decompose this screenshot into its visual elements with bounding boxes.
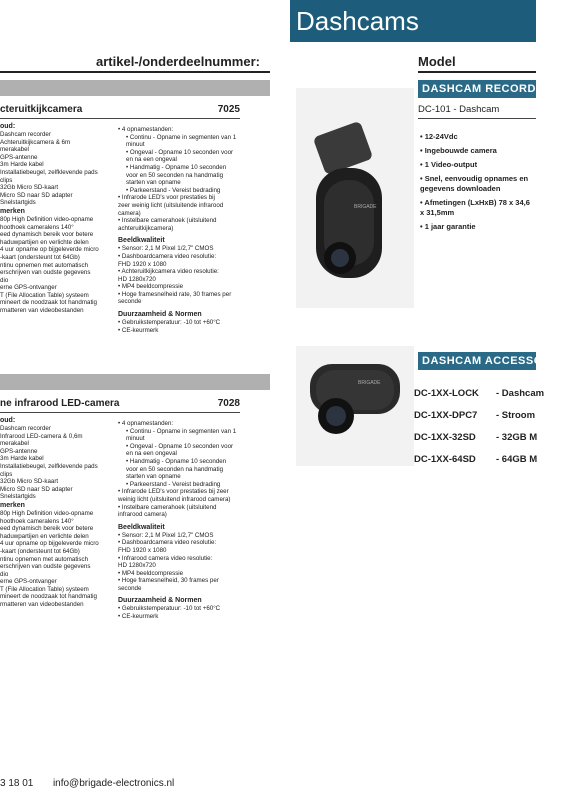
spec-line: T (File Allocation Table) systeem xyxy=(0,291,89,299)
spec-line: weinig licht (uitsluitend infrarood camera) xyxy=(118,495,231,503)
spec-heading: Beeldkwaliteit xyxy=(118,237,165,245)
spec-line: minuut xyxy=(126,435,145,443)
spec-line: 80p High Definition video-opname xyxy=(0,509,94,517)
spec-line: • Sensor: 2,1 M Pixel 1/2,7" CMOS xyxy=(118,245,214,253)
spec-line: merakabel xyxy=(0,440,29,448)
spec-line: erschrijven van oudste gegevens xyxy=(0,563,91,571)
spec-line: • Instelbare camerahoek (uitsluitend xyxy=(118,217,217,225)
spec-line: • Continu - Opname in segmenten van 1 xyxy=(126,427,237,435)
spec-line: 32Gb Micro SD-kaart xyxy=(0,184,59,192)
spec-line: • CE-keurmerk xyxy=(118,326,159,334)
spec-line: rmatteren van videobestanden xyxy=(0,601,84,609)
spec-line: 3m Harde kabel xyxy=(0,455,44,463)
recorder-features-list xyxy=(420,132,536,236)
spec-line: haduwpartijen en verlichte delen xyxy=(0,532,89,540)
spec-line: GPS-antenne xyxy=(0,447,38,455)
spec-line: • Instelbare camerahoek (uitsluitend xyxy=(118,503,217,511)
spec-line: • Gebruikstemperatuur: -10 tot +60°C xyxy=(118,605,221,613)
spec-line: 3m Harde kabel xyxy=(0,161,44,169)
spec-line: • Sensor: 2,1 M Pixel 1/2,7" CMOS xyxy=(118,531,214,539)
footer-contact xyxy=(0,778,174,789)
spec-line: starten van opname xyxy=(126,179,181,187)
spec-line: • 4 opnamestanden: xyxy=(118,420,174,427)
spec-line: FHD 1920 x 1080 xyxy=(118,260,167,268)
spec-line: • MP4 beeldcompressie xyxy=(118,569,184,577)
spec-line: T (File Allocation Table) systeem xyxy=(0,585,89,593)
product-rule xyxy=(0,412,240,413)
spec-line: Achteruitkijkcamera & 6m xyxy=(0,138,71,146)
spec-line: • CE-keurmerk xyxy=(118,613,159,621)
camera-brand-label: BRIGADE xyxy=(358,380,381,386)
product-number: 7028 xyxy=(217,398,240,409)
spec-line: 4 uur opname op bijgeleverde micro xyxy=(0,540,99,548)
spec-line: HD 1280x720 xyxy=(118,562,156,570)
spec-line: minuut xyxy=(126,141,145,149)
accessory-row xyxy=(414,388,545,399)
spec-line: • Dashboardcamera video resolutie: xyxy=(118,252,217,260)
accessory-row xyxy=(414,454,536,465)
spec-line: • 4 opnamestanden: xyxy=(118,126,174,133)
spec-line: 32Gb Micro SD-kaart xyxy=(0,478,59,486)
spec-line: starten van opname xyxy=(126,473,181,481)
accessory-camera-photo xyxy=(296,346,414,466)
spec-line: mineert de noodzaak tot handmatig xyxy=(0,299,97,307)
model-rule xyxy=(418,118,536,119)
spec-line: • Ongeval - Opname 10 seconden voor xyxy=(126,148,234,156)
product-specs-column xyxy=(118,126,273,334)
accessory-description: - Stroom xyxy=(496,410,536,421)
accessory-row xyxy=(414,410,536,421)
spec-line: • Parkeerstand - Vereist bedrading xyxy=(126,186,221,194)
spec-line: • Handmatig - Opname 10 seconden xyxy=(126,163,227,171)
header-rule-right xyxy=(418,71,536,73)
spec-line: erne GPS-ontvanger xyxy=(0,578,57,586)
spec-heading: oud: xyxy=(0,417,16,424)
spec-line: Snelstartgids xyxy=(0,199,36,207)
spec-line: HD 1280x720 xyxy=(118,275,156,283)
spec-line: • MP4 beeldcompressie xyxy=(118,283,184,291)
spec-heading: merken xyxy=(0,501,25,509)
spec-line: rmatteren van videobestanden xyxy=(0,307,84,315)
spec-line: 4 uur opname op bijgeleverde micro xyxy=(0,246,99,254)
header-rule-left xyxy=(0,71,270,73)
section-band-gray xyxy=(0,374,270,390)
spec-line: en na een ongeval xyxy=(126,156,177,164)
product-number: 7025 xyxy=(217,104,240,115)
spec-line: Micro SD naar SD adapter xyxy=(0,485,73,493)
spec-line: • Parkeerstand - Vereist bedrading xyxy=(126,480,221,488)
spec-line: GPS-antenne xyxy=(0,153,38,161)
page-title: Dashcams xyxy=(290,0,536,42)
product-contents-column xyxy=(0,416,110,609)
spec-line: seconde xyxy=(118,298,142,306)
spec-line: ntinu opnemen met automatisch xyxy=(0,555,89,563)
spec-line: • Infrarood camera video resolutie: xyxy=(118,554,213,562)
spec-line: Dashcam recorder xyxy=(0,131,51,138)
spec-line: • Infrarode LED's voor prestaties bij xyxy=(118,194,215,202)
footer-phone: 3 18 01 xyxy=(0,778,34,789)
product-specs-column xyxy=(118,420,273,621)
spec-heading: Duurzaamheid & Normen xyxy=(118,311,202,319)
spec-line: • Handmatig - Opname 10 seconden xyxy=(126,457,227,465)
spec-line: • Hoge framesnelheid, 30 frames per xyxy=(118,577,219,585)
spec-line: FHD 1920 x 1080 xyxy=(118,546,167,554)
accessory-code: DC-1XX-DPC7 xyxy=(414,410,478,421)
accessory-description: - 64GB M xyxy=(496,454,538,465)
accessory-row xyxy=(414,432,536,443)
model-header: Model xyxy=(418,54,456,69)
accessory-code: DC-1XX-32SD xyxy=(414,432,476,443)
spec-line: • Ongeval - Opname 10 seconden voor xyxy=(126,442,234,450)
accessory-description: - 32GB M xyxy=(496,432,538,443)
spec-line: erschrijven van oudste gegevens xyxy=(0,269,91,277)
spec-line: dio xyxy=(0,570,9,578)
spec-line: achteruitkijkcamera) xyxy=(118,224,174,232)
spec-line: eed dynamisch bereik voor betere xyxy=(0,525,94,533)
camera-brand-label: BRIGADE xyxy=(354,204,377,210)
spec-line: • Gebruikstemperatuur: -10 tot +60°C xyxy=(118,319,221,327)
spec-line: eed dynamisch bereik voor betere xyxy=(0,231,94,239)
product-rule xyxy=(0,118,240,119)
dashcam-accessories-band: DASHCAM ACCESSORIES xyxy=(418,352,536,370)
spec-line: voor en 50 seconden na handmatig xyxy=(126,465,224,473)
spec-heading: oud: xyxy=(0,123,16,130)
accessory-code: DC-1XX-64SD xyxy=(414,454,476,465)
spec-line: hoothoek cameralens 140° xyxy=(0,223,74,231)
dashcam-recorder-photo xyxy=(296,88,414,308)
feature-item: • 1 jaar garantie xyxy=(420,222,476,231)
feature-item: • Snel, eenvoudig opnames en gegevens downloaden xyxy=(420,174,529,193)
spec-heading: Duurzaamheid & Normen xyxy=(118,597,202,605)
product-contents-column xyxy=(0,122,110,315)
spec-line: mineert de noodzaak tot handmatig xyxy=(0,593,97,601)
spec-line: zeer weinig licht (uitsluitende infrarood xyxy=(118,201,224,209)
spec-line: 80p High Definition video-opname xyxy=(0,215,94,223)
spec-line: Installatiebeugel, zelfklevende pads xyxy=(0,168,98,176)
spec-line: merakabel xyxy=(0,146,29,154)
section-band-gray xyxy=(0,80,270,96)
spec-line: • Hoge framesnelheid rate, 30 frames per xyxy=(118,290,232,298)
spec-heading: merken xyxy=(0,207,25,215)
spec-line: • Infrarode LED's voor prestaties bij zeer xyxy=(118,488,229,496)
feature-item: • Afmetingen (LxHxB) 78 x 34,6 x 31,5mm xyxy=(420,198,530,217)
product-title: cteruitkijkcamera xyxy=(0,104,83,115)
spec-line: • Dashboardcamera video resolutie: xyxy=(118,539,217,547)
spec-line: camera) xyxy=(118,209,141,217)
spec-line: Dashcam recorder xyxy=(0,425,51,432)
recorder-model: DC-101 - Dashcam xyxy=(418,104,500,115)
spec-line: Snelstartgids xyxy=(0,493,36,501)
spec-line: en na een ongeval xyxy=(126,450,177,458)
dashcam-recorder-band: DASHCAM RECORDER xyxy=(418,80,536,98)
spec-line: Infrarood LED-camera & 0,6m xyxy=(0,432,83,440)
spec-line: voor en 50 seconden na handmatig xyxy=(126,171,224,179)
spec-line: -kaart (ondersteunt tot 64Gb) xyxy=(0,253,80,261)
spec-line: -kaart (ondersteunt tot 64Gb) xyxy=(0,547,80,555)
accessory-code: DC-1XX-LOCK xyxy=(414,388,479,399)
part-number-header: artikel-/onderdeelnummer: xyxy=(96,54,260,69)
feature-item: • Ingebouwde camera xyxy=(420,146,497,155)
product-title: ne infrarood LED-camera xyxy=(0,398,120,409)
spec-line: haduwpartijen en verlichte delen xyxy=(0,238,89,246)
spec-heading: Beeldkwaliteit xyxy=(118,523,165,531)
spec-line: infrarood camera) xyxy=(118,511,167,519)
spec-line: ntinu opnemen met automatisch xyxy=(0,261,89,269)
feature-item: • 12-24Vdc xyxy=(420,132,458,141)
spec-line: clips xyxy=(0,176,13,184)
spec-line: hoothoek cameralens 140° xyxy=(0,517,74,525)
feature-item: • 1 Video-output xyxy=(420,160,478,169)
spec-line: • Achteruitkijkcamera video resolutie: xyxy=(118,268,219,276)
spec-line: seconde xyxy=(118,584,142,592)
spec-line: erne GPS-ontvanger xyxy=(0,284,57,292)
footer-email[interactable]: info@brigade-electronics.nl xyxy=(52,778,175,789)
spec-line: • Continu - Opname in segmenten van 1 xyxy=(126,133,237,141)
accessory-description: - Dashcam xyxy=(496,388,545,399)
spec-line: dio xyxy=(0,276,9,284)
spec-line: clips xyxy=(0,470,13,478)
spec-line: Micro SD naar SD adapter xyxy=(0,191,73,199)
spec-line: Installatiebeugel, zelfklevende pads xyxy=(0,462,98,470)
